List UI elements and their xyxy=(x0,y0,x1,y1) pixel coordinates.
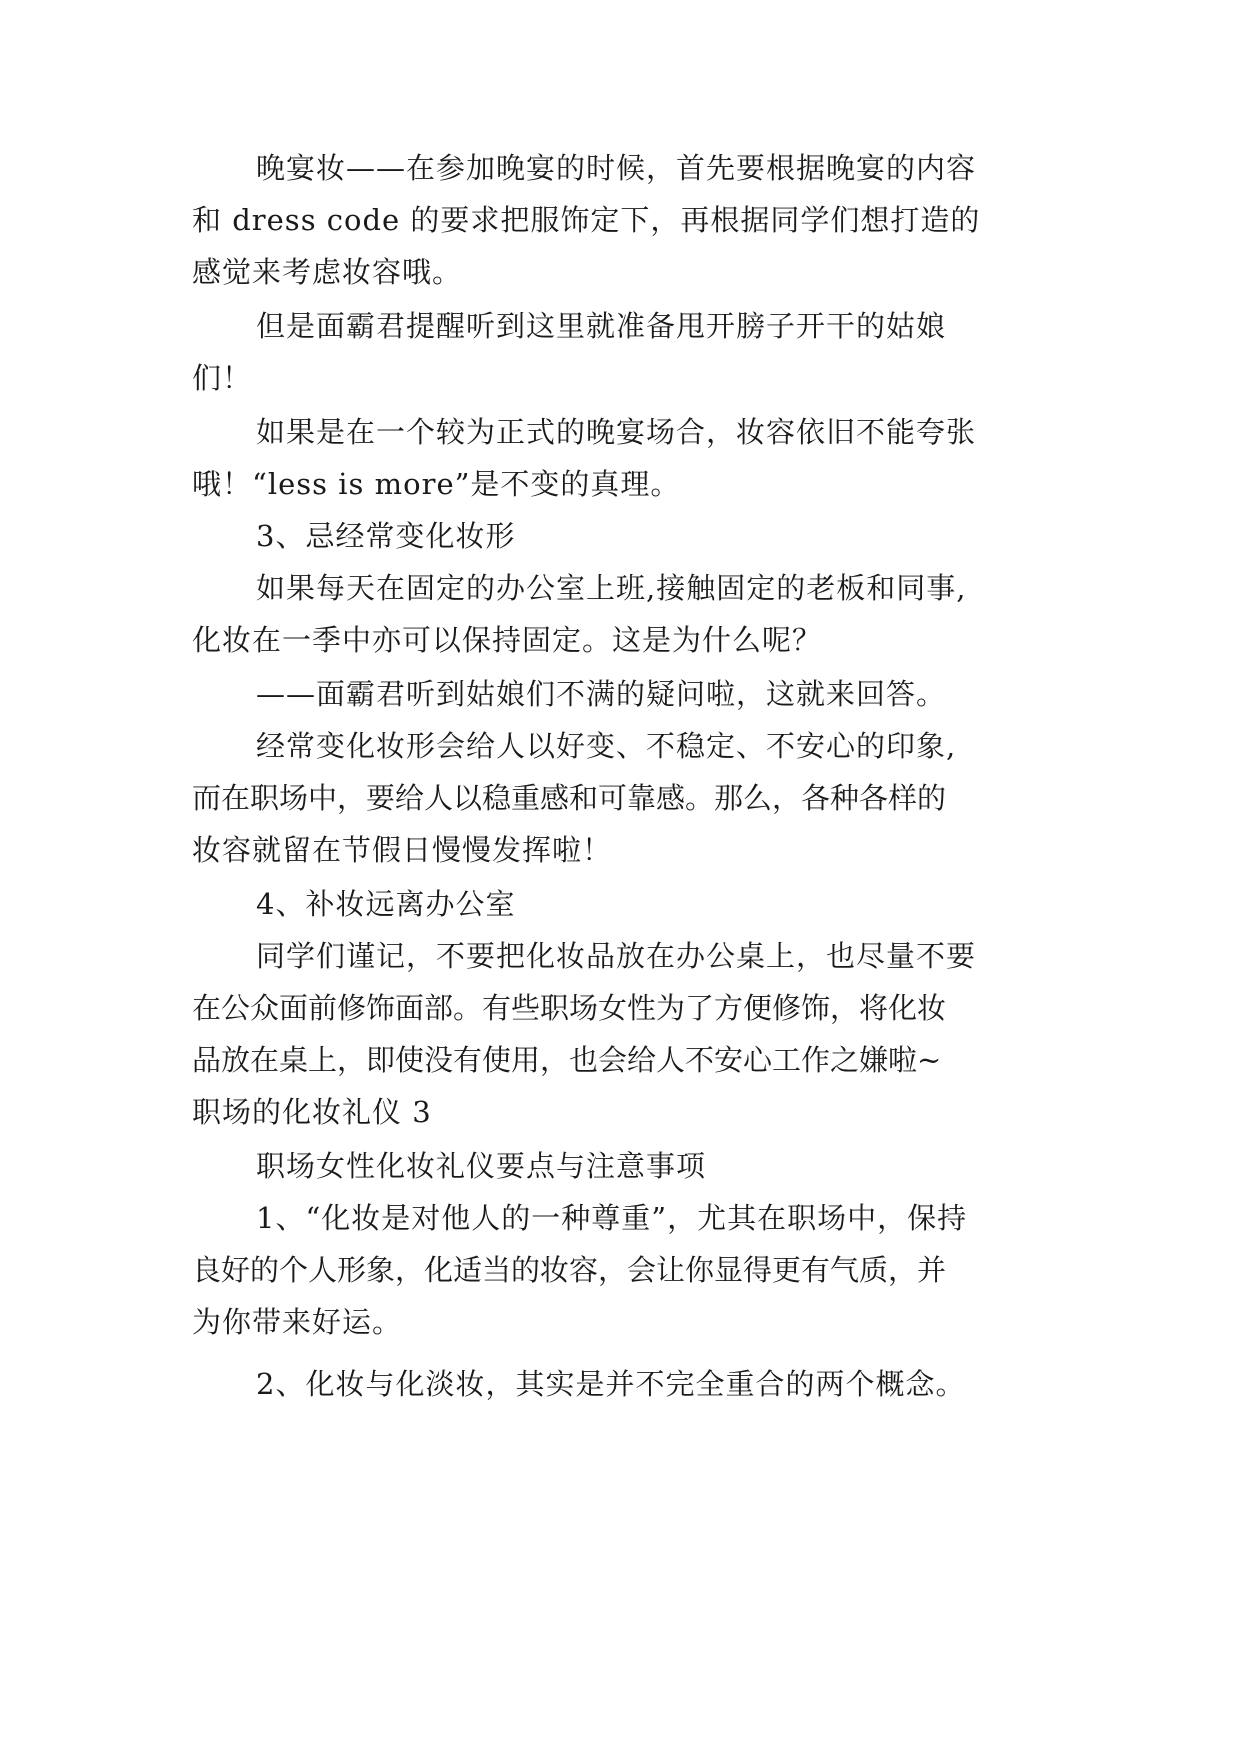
paragraph-line: 而在职场中，要给人以稳重感和可靠感。那么，各种各样的 xyxy=(192,781,947,815)
paragraph-line: 2、化妆与化淡妆，其实是并不完全重合的两个概念。 xyxy=(256,1367,966,1401)
paragraph-line: 化妆在一季中亦可以保持固定。这是为什么呢？ xyxy=(192,623,823,657)
paragraph-line: 如果每天在固定的办公室上班,接触固定的老板和同事, xyxy=(256,571,967,605)
paragraph-line: 妆容就留在节假日慢慢发挥啦！ xyxy=(192,833,613,867)
document-subtitle: 职场的化妆礼仪 3 xyxy=(192,1095,432,1129)
paragraph-line: 哦！“less is more”是不变的真理。 xyxy=(192,467,681,501)
paragraph-line: 和 dress code 的要求把服饰定下，再根据同学们想打造的 xyxy=(192,203,981,237)
paragraph-line: 为你带来好运。 xyxy=(192,1305,403,1339)
paragraph-line: 良好的个人形象，化适当的妆容，会让你显得更有气质，并 xyxy=(192,1253,947,1287)
paragraph-line: 如果是在一个较为正式的晚宴场合，妆容依旧不能夸张 xyxy=(256,415,977,449)
paragraph-line: 们！ xyxy=(192,361,253,395)
paragraph-line: 晚宴妆——在参加晚宴的时候，首先要根据晚宴的内容 xyxy=(256,151,977,185)
paragraph-line: 同学们谨记，不要把化妆品放在办公桌上，也尽量不要 xyxy=(256,939,977,973)
section-heading: 3、忌经常变化妆形 xyxy=(256,519,516,553)
paragraph-line: 经常变化妆形会给人以好变、不稳定、不安心的印象, xyxy=(256,729,957,763)
paragraph-line: 在公众面前修饰面部。有些职场女性为了方便修饰，将化妆 xyxy=(192,991,947,1025)
paragraph-line: 感觉来考虑妆容哦。 xyxy=(192,255,463,289)
section-heading: 4、补妆远离办公室 xyxy=(256,887,516,921)
section-heading: 职场女性化妆礼仪要点与注意事项 xyxy=(256,1149,707,1183)
paragraph-line: 1、“化妆是对他人的一种尊重”，尤其在职场中，保持 xyxy=(256,1201,968,1235)
paragraph-line: ——面霸君听到姑娘们不满的疑问啦，这就来回答。 xyxy=(256,677,947,711)
paragraph-line: 品放在桌上，即使没有使用，也会给人不安心工作之嫌啦~ xyxy=(192,1043,942,1077)
paragraph-line: 但是面霸君提醒听到这里就准备甩开膀子开干的姑娘 xyxy=(256,309,947,343)
